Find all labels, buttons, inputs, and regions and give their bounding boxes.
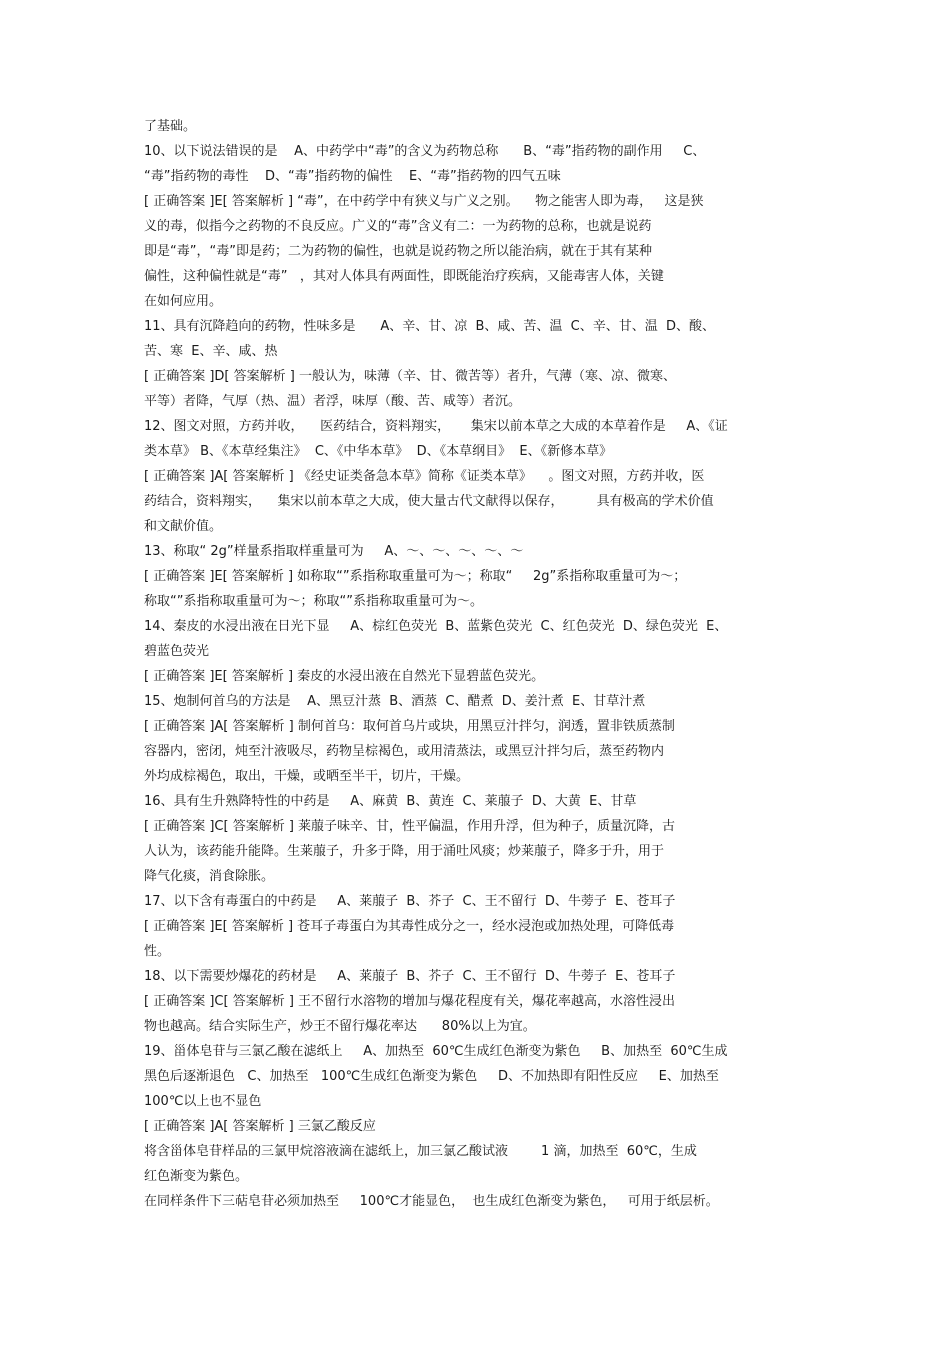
answer-19-line-1: [ 正确答案 ]A[ 答案解析 ] 三氯乙酸反应 xyxy=(144,1119,376,1134)
answer-15-line-2: 容器内，密闭，炖至汁液吸尽，药物呈棕褐色，或用清蒸法，或黑豆汁拌匀后，蒸至药物内 xyxy=(144,744,665,759)
question-19-line-2: 黑色后逐渐退色 C、加热至 100℃生成红色渐变为紫色 D、不加热即有阳性反应 E、加热至 xyxy=(144,1069,719,1084)
answer-16-line-3: 降气化痰，消食除胀。 xyxy=(144,869,275,884)
answer-10-line-4: 偏性，这种偏性就是“毒” ，其对人体具有两面性，即既能治疗疾病，又能毒害人体，关键 xyxy=(144,269,664,284)
question-10-line-2: “毒”指药物的毒性 D、“毒”指药物的偏性 E、“毒”指药物的四气五味 xyxy=(144,169,561,184)
question-19-line-3: 100℃以上也不显色 xyxy=(144,1094,262,1109)
answer-12-line-3: 和文献价值。 xyxy=(144,519,223,534)
answer-19-line-4: 在同样条件下三萜皂苷必须加热至 100℃才能显色， 也生成红色渐变为紫色， 可用于纸层析。 xyxy=(144,1194,719,1209)
answer-18-line-2: 物也越高。结合实际生产，炒王不留行爆花率达 80%以上为宜。 xyxy=(144,1019,536,1034)
question-17-line-1: 17、以下含有毒蛋白的中药是 A、莱菔子 B、芥子 C、王不留行 D、牛蒡子 E、苍耳子 xyxy=(144,894,676,909)
question-11-line-1: 11、具有沉降趋向的药物，性味多是 A、辛、甘、凉 B、咸、苦、温 C、辛、甘、温 D、酸、 xyxy=(144,319,716,334)
answer-10-line-5: 在如何应用。 xyxy=(144,294,223,309)
answer-18-line-1: [ 正确答案 ]C[ 答案解析 ] 王不留行水溶物的增加与爆花程度有关，爆花率越高，水溶性浸出 xyxy=(144,994,676,1009)
question-13-line-1: 13、称取“ 2g”样量系指取样重量可为 A、～、～、～、～、～ xyxy=(144,544,524,559)
answer-13-line-1: [ 正确答案 ]E[ 答案解析 ] 如称取“”系指称取重量可为～；称取“ 2g”系指称取重量可为～； xyxy=(144,569,687,584)
question-16-line-1: 16、具有生升熟降特性的中药是 A、麻黄 B、黄连 C、莱菔子 D、大黄 E、甘草 xyxy=(144,794,637,809)
question-14-line-2: 碧蓝色荧光 xyxy=(144,644,210,659)
answer-17-line-2: 性。 xyxy=(144,944,171,959)
answer-17-line-1: [ 正确答案 ]E[ 答案解析 ] 苍耳子毒蛋白为其毒性成分之一，经水浸泡或加热处理，可降低毒 xyxy=(144,919,675,934)
question-15-line-1: 15、炮制何首乌的方法是 A、黑豆汁蒸 B、酒蒸 C、醋煮 D、姜汁煮 E、甘草汁煮 xyxy=(144,694,646,709)
question-12-line-1: 12、图文对照，方药并收， 医药结合，资料翔实， 集宋以前本草之大成的本草着作是 A、《证 xyxy=(144,419,728,434)
answer-19-line-3: 红色渐变为紫色。 xyxy=(144,1169,249,1184)
question-10-line-1: 10、以下说法错误的是 A、中药学中“毒”的含义为药物总称 B、“毒”指药物的副作用 C、 xyxy=(144,144,706,159)
answer-12-line-2: 药结合，资料翔实， 集宋以前本草之大成，使大量古代文献得以保存， 具有极高的学术价值 xyxy=(144,494,714,509)
answer-12-line-1: [ 正确答案 ]A[ 答案解析 ] 《经史证类备急本草》简称《证类本草》 。图文对照，方药并收，医 xyxy=(144,469,705,484)
question-14-line-1: 14、秦皮的水浸出液在日光下显 A、棕红色荧光 B、蓝紫色荧光 C、红色荧光 D、绿色荧光 E、 xyxy=(144,619,728,634)
answer-11-line-1: [ 正确答案 ]D[ 答案解析 ] 一般认为，味薄（辛、甘、微苦等）者升，气薄（寒、凉、微寒、 xyxy=(144,369,676,384)
answer-15-line-3: 外均成棕褐色，取出，干燥，或晒至半干，切片，干燥。 xyxy=(144,769,470,784)
answer-15-line-1: [ 正确答案 ]A[ 答案解析 ] 制何首乌：取何首乌片或块，用黑豆汁拌匀，润透，置非铁质蒸制 xyxy=(144,719,675,734)
answer-16-line-1: [ 正确答案 ]C[ 答案解析 ] 莱菔子味辛、甘，性平偏温，作用升浮，但为种子，质量沉降，古 xyxy=(144,819,676,834)
question-11-line-2: 苦、寒 E、辛、咸、热 xyxy=(144,344,278,359)
answer-14-line-1: [ 正确答案 ]E[ 答案解析 ] 秦皮的水浸出液在自然光下显碧蓝色荧光。 xyxy=(144,669,545,684)
question-12-line-2: 类本草》 B、《本草经集注》 C、《中华本草》 D、《本草纲目》 E、《新修本草》 xyxy=(144,444,613,459)
answer-11-line-2: 平等）者降，气厚（热、温）者浮，味厚（酸、苦、咸等）者沉。 xyxy=(144,394,522,409)
answer-16-line-2: 人认为，该药能升能降。生莱菔子，升多于降，用于涌吐风痰；炒莱菔子，降多于升，用于 xyxy=(144,844,665,859)
answer-10-line-1: [ 正确答案 ]E[ 答案解析 ] “毒”，在中药学中有狭义与广义之别。 物之能害人即为毒， 这是狭 xyxy=(144,194,704,209)
answer-10-line-2: 义的毒，似指今之药物的不良反应。广义的“毒”含义有二：一为药物的总称，也就是说药 xyxy=(144,219,652,234)
answer-10-line-3: 即是“毒”，“毒”即是药；二为药物的偏性，也就是说药物之所以能治病，就在于其有某种 xyxy=(144,244,652,259)
question-18-line-1: 18、以下需要炒爆花的药材是 A、莱菔子 B、芥子 C、王不留行 D、牛蒡子 E、苍耳子 xyxy=(144,969,676,984)
question-19-line-1: 19、甾体皂苷与三氯乙酸在滤纸上 A、加热至 60℃生成红色渐变为紫色 B、加热至 60℃生成 xyxy=(144,1044,728,1059)
text-line: 了基础。 xyxy=(144,119,197,134)
answer-19-line-2: 将含甾体皂苷样品的三氯甲烷溶液滴在滤纸上，加三氯乙酸试液 1 滴，加热至 60℃，生成 xyxy=(144,1144,697,1159)
answer-13-line-2: 称取“”系指称取重量可为～；称取“”系指称取重量可为～。 xyxy=(144,594,483,609)
